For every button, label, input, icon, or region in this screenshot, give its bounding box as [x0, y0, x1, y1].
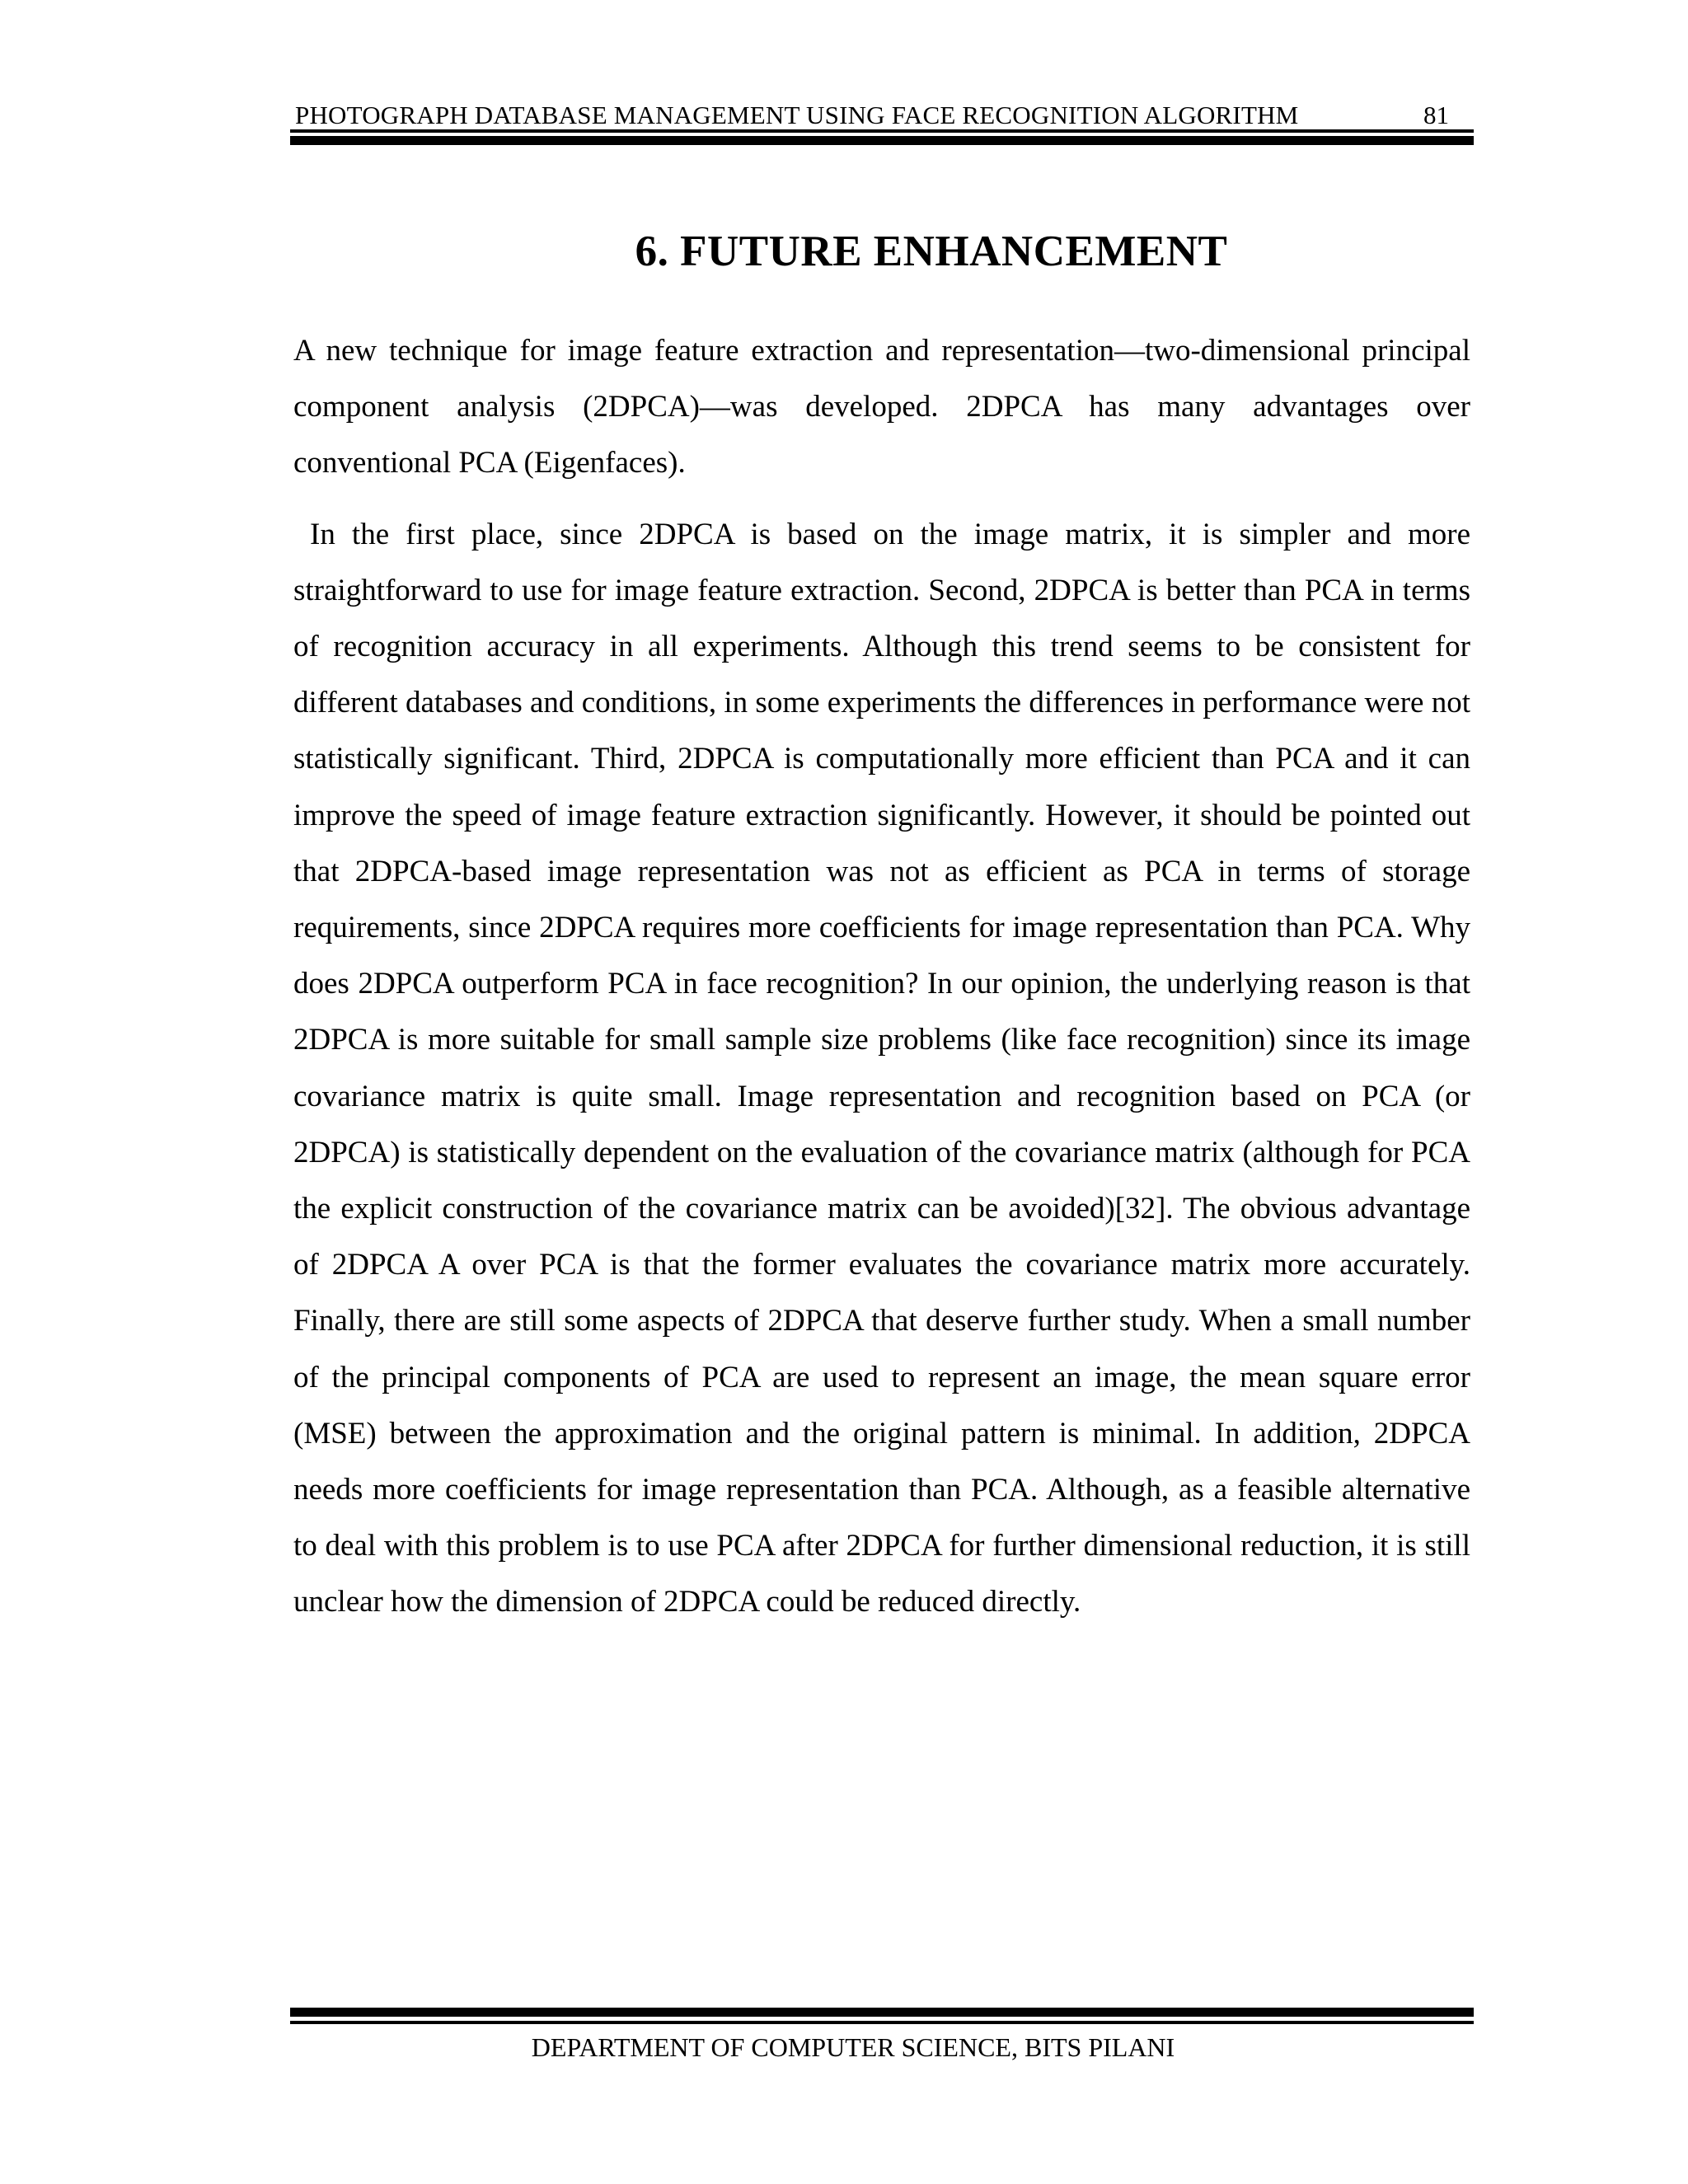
header-rule-thin	[290, 129, 1474, 133]
footer-rule-thick	[290, 2008, 1474, 2017]
paragraph-discussion: In the first place, since 2DPCA is based on the image matrix, it is simpler and more straightforward to use for image feature extraction. Second, 2DPCA is better than PCA in terms of recognition accuracy in all experiments. Although this trend seems to be consistent for different databases and conditions, in some experiments the differences in performance were not statistically significant. Third, 2DPCA is computationally more efficient than PCA and it can improve the speed of image feature extraction significantly. However, it should be pointed out that 2DPCA-based image representation was not as efficient as PCA in terms of storage requirements, since 2DPCA requires more coefficients for image representation than PCA. Why does 2DPCA outperform PCA in face recognition? In our opinion, the underlying reason is that 2DPCA is more suitable for small sample size problems (like face recognition) since its image covariance matrix is quite small. Image representation and recognition based on PCA (or 2DPCA) is statistically dependent on the evaluation of the covariance matrix (although for PCA the explicit construction of the covariance matrix can be avoided)[32]. The obvious advantage of 2DPCA A over PCA is that the former evaluates the covariance matrix more accurately. Finally, there are still some aspects of 2DPCA that deserve further study. When a small number of the principal components of PCA are used to represent an image, the mean square error (MSE) between the approximation and the original pattern is minimal. In addition, 2DPCA needs more coefficients for image representation than PCA. Although, as a feasible alternative to deal with this problem is to use PCA after 2DPCA for further dimensional reduction, it is still unclear how the dimension of 2DPCA could be reduced directly.	[293, 517, 1470, 1619]
chapter-title: 6. FUTURE ENHANCEMENT	[635, 227, 1228, 275]
header-title: PHOTOGRAPH DATABASE MANAGEMENT USING FACE RECOGNITION ALGORITHM	[295, 101, 1299, 129]
header-rule-thick	[290, 136, 1474, 145]
page-footer: DEPARTMENT OF COMPUTER SCIENCE, BITS PILANI	[531, 2032, 1175, 2062]
page-number: 81	[1423, 101, 1449, 129]
body-text	[293, 323, 1470, 1631]
paragraph-intro: A new technique for image feature extraction and representation—two-dimensional principal component analysis (2DPCA)—was developed. 2DPCA has many advantages over conventional PCA (Eigenfaces).	[293, 334, 1470, 480]
